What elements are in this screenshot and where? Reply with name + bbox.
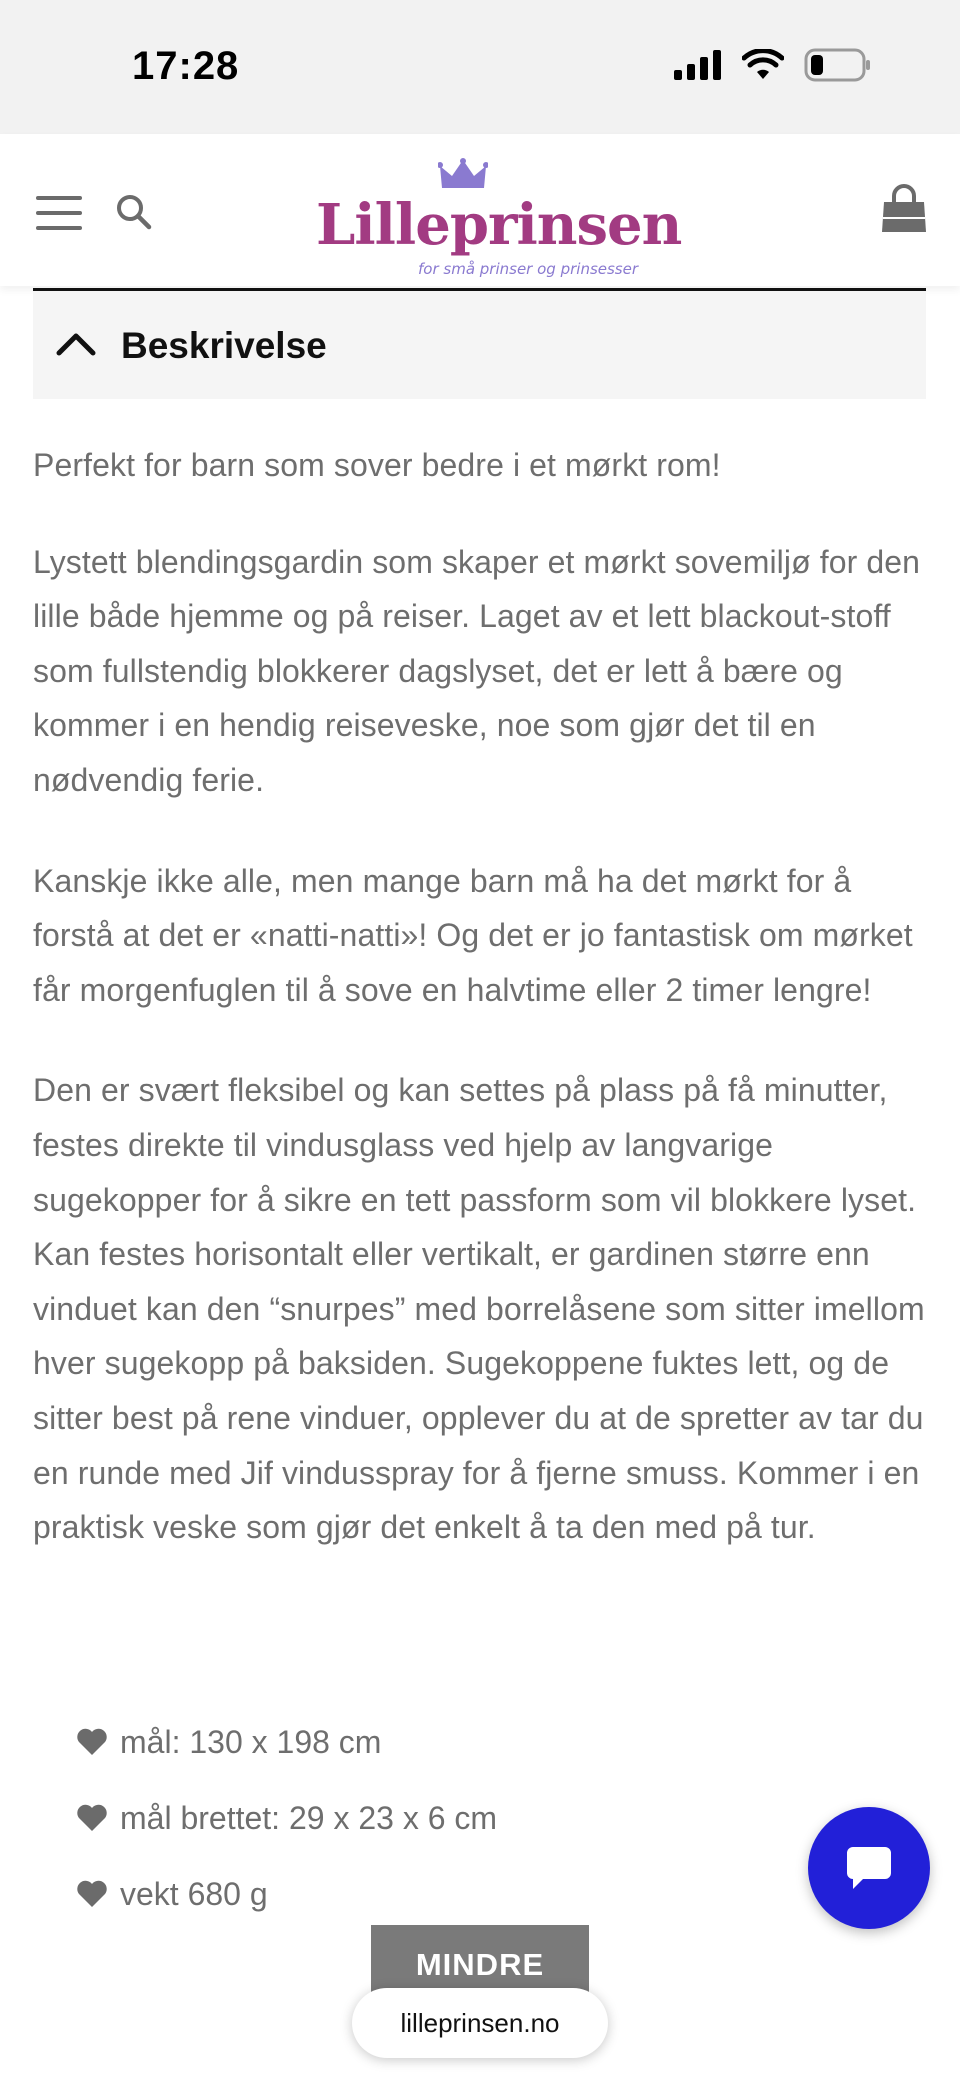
browser-url-pill[interactable] — [352, 1988, 608, 2058]
status-bar — [0, 0, 960, 134]
description-paragraph: Perfekt for barn som sover bedre i et mørkt rom! — [33, 447, 721, 483]
logo-tagline: for små prinser og prinsesser — [418, 260, 639, 278]
feature-item — [76, 1704, 497, 1780]
site-header — [0, 134, 960, 286]
site-logo[interactable] — [310, 154, 682, 278]
description-paragraph: Kanskje ikke alle, men mange barn må ha det mørkt for å forstå at det er «natti-natti»! Og det er jo fantastisk om mørket får morgenfuglen til å sove en halvtime eller 2 timer lengre! — [33, 862, 913, 1008]
product-description — [33, 438, 926, 1601]
feature-item — [76, 1780, 497, 1856]
heart-icon — [76, 1804, 108, 1832]
wifi-icon — [742, 49, 784, 81]
show-less-button[interactable]: MINDRE — [371, 1925, 589, 2009]
status-icons — [674, 48, 872, 82]
heart-icon — [76, 1728, 108, 1756]
hamburger-menu-icon[interactable] — [36, 196, 82, 230]
feature-item — [76, 1856, 497, 1932]
description-accordion-toggle[interactable] — [33, 291, 926, 399]
status-time: 17:28 — [132, 44, 240, 88]
shopping-bag-icon[interactable] — [880, 184, 928, 234]
chevron-up-icon — [55, 329, 97, 357]
feature-text: vekt 680 g — [120, 1875, 268, 1912]
crown-icon — [438, 158, 488, 192]
cellular-signal-icon — [674, 50, 722, 80]
chat-button[interactable] — [808, 1807, 930, 1929]
chat-bubble-icon — [845, 1845, 893, 1891]
accordion-title: Beskrivelse — [121, 325, 327, 366]
battery-icon — [804, 48, 872, 82]
description-paragraph: Lystett blendingsgardin som skaper et mørkt sovemiljø for den lille både hjemme og på reiser. Laget av et lett blackout-stoff som fullstendig blokkerer dagslyset, det er lett å bære og kommer i en hendig reiseveske, noe som gjør det til en nødvendig ferie. — [33, 543, 921, 798]
heart-icon — [76, 1880, 108, 1908]
feature-text: mål brettet: 29 x 23 x 6 cm — [120, 1799, 498, 1836]
description-paragraph: Den er svært fleksibel og kan settes på plass på få minutter, festes direkte til vindusglass ved hjelp av langvarige sugekopper for å sikre en tett passform som vil blokkere lyset. Kan festes horisontalt eller vertikalt, er gardinen større enn vinduet kan den “snurpes” med borrelåsene som sitter imellom hver sugekopp på baksiden. Sugekoppene fuktes lett, og de sitter best på rene vinduer, opplever du at de spretter av tar du en runde med Jif vindusspray for å fjerne smuss. Kommer i en praktisk veske som gjør det enkelt å ta den med på tur. — [33, 1072, 925, 1546]
url-text: lilleprinsen.no — [400, 2007, 560, 2038]
logo-wordmark: Lilleprinsen — [316, 192, 682, 258]
search-icon[interactable] — [114, 192, 154, 232]
feature-list — [76, 1704, 497, 1932]
feature-text: mål: 130 x 198 cm — [120, 1723, 382, 1760]
